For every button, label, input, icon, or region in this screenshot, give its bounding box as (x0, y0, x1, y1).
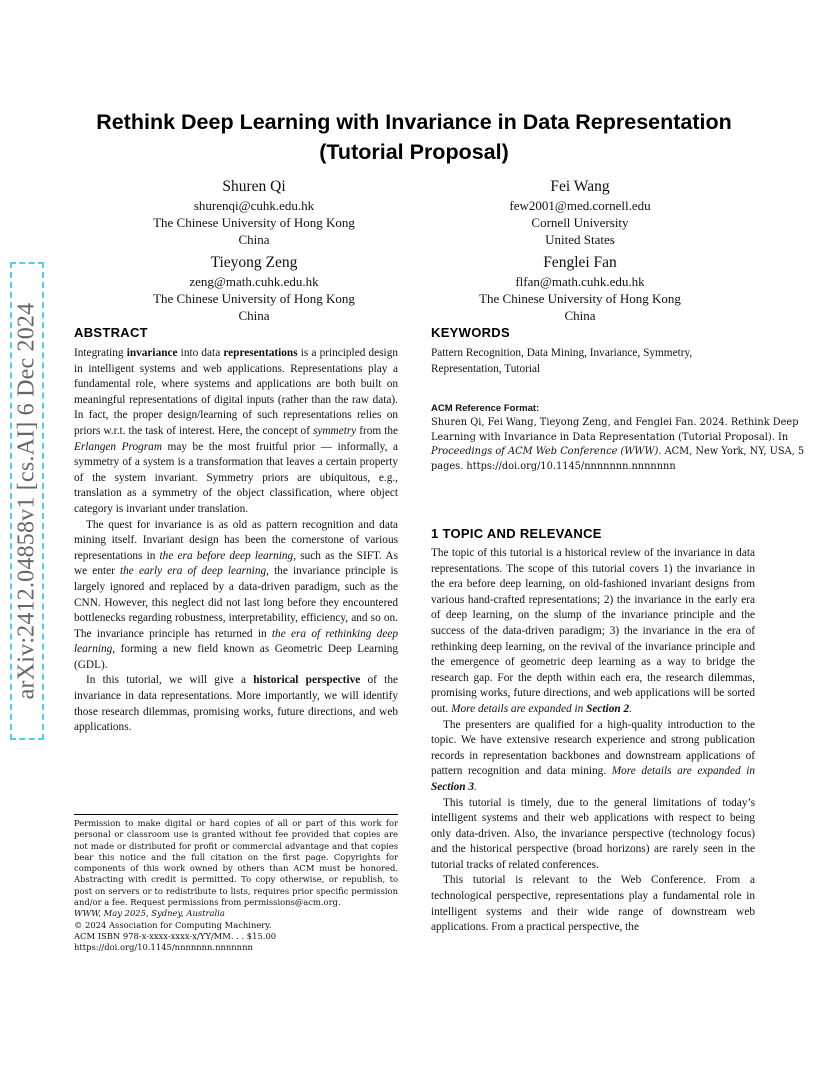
author-name: Fenglei Fan (543, 254, 617, 271)
conference-venue: WWW, May 2025, Sydney, Australia (74, 908, 225, 919)
author-email: zeng@math.cuhk.edu.hk (189, 274, 319, 289)
keywords-text: Pattern Recognition, Data Mining, Invariance, Symmetry, Representation, Tutorial (431, 347, 693, 375)
arxiv-stamp (10, 262, 44, 740)
section-body (431, 546, 755, 936)
author-affiliation: The Chinese University of Hong Kong (479, 291, 681, 306)
paper-title (60, 107, 768, 167)
section-paragraph: This tutorial is relevant to the Web Conference. From a technological perspective, representations play a fundamental role in intelligent systems and their wide range of downstream web applications. From a practical perspective, the (431, 874, 755, 934)
author-email: few2001@med.cornell.edu (509, 198, 651, 213)
keywords-body (431, 346, 761, 377)
paper-title-line1: Rethink Deep Learning with Invariance in Data Representation (96, 110, 732, 134)
section-heading: 1 TOPIC AND RELEVANCE (431, 526, 602, 541)
author-country: China (564, 308, 596, 323)
section-paragraph: The topic of this tutorial is a historical review of the invariance in data representations. The scope of this tutorial covers 1) the invariance in the era before deep learning, on old-fashioned invariant designs from various hand-crafted representations; 2) the invariance in the early era of deep learning, on the slump of the invariance principle and the success of the data-driven paradigm; 3) the invariance in the era of rethinking deep learning, on the revival of the invariance principle and the emergence of geometric deep learning as a way to bridge the research gap. For the depth within each era, the research dilemmas, promising works, future directions, and web applications will be sorted out. More details are expanded in Section 2. (431, 547, 755, 715)
author-block (94, 253, 414, 324)
footnote (74, 818, 398, 954)
section-paragraph: This tutorial is timely, due to the general limitations of today’s intelligent systems and their web applications with respect to being only data-driven. Also, the invariance perspective (technology focus) and the historical perspective (broad horizons) are rarely seen in the tutorial tracks of related conferences. (431, 796, 755, 871)
author-name: Tieyong Zeng (210, 254, 298, 271)
author-country: United States (545, 232, 615, 247)
arxiv-stamp-text: arXiv:2412.04858v1 [cs.AI] 6 Dec 2024 (13, 302, 40, 700)
author-affiliation: Cornell University (531, 215, 629, 230)
copyright-line: © 2024 Association for Computing Machinery. (74, 919, 272, 930)
abstract-paragraph: In this tutorial, we will give a historical perspective of the invariance in data representations. More importantly, we will identify those research dilemmas, promising works, future directions, and web applications. (74, 674, 398, 734)
author-country: China (238, 232, 270, 247)
isbn-line: ACM ISBN 978-x-xxxx-xxxx-x/YY/MM. . . $15.00 (74, 930, 277, 941)
abstract-paragraph: The quest for invariance is as old as pattern recognition and data mining itself. Invariant design has been the cornerstone of various representations in the era before deep learning, such as the SIFT. As we enter the early era of deep learning, the invariance principle is largely ignored and replaced by a data-driven paradigm, such as the CNN. However, this neglect did not last long before they encountered bottlenecks regarding robustness, interpretability, efficiency, and so on. The invariance principle has returned in the era of rethinking deep learning, forming a new field known as Geometric Deep Learning (GDL). (74, 518, 398, 671)
abstract-heading: ABSTRACT (74, 325, 148, 340)
acm-reference-body: Shuren Qi, Fei Wang, Tieyong Zeng, and Fenglei Fan. 2024. Rethink Deep Learning with Invariance in Data Representation (Tutorial Proposal). In Proceedings of ACM Web Conference (WWW). ACM, New York, NY, USA, 5 pages. https://doi.org/10.1145/nnnnnnn.nnnnnnn (431, 417, 805, 472)
author-email: flfan@math.cuhk.edu.hk (515, 274, 645, 289)
author-block (420, 177, 740, 248)
abstract-body (74, 346, 398, 736)
author-name: Fei Wang (550, 178, 610, 195)
author-name: Shuren Qi (222, 178, 286, 195)
acm-reference-heading: ACM Reference Format: (431, 403, 540, 414)
author-email: shurenqi@cuhk.edu.hk (193, 198, 315, 213)
author-block (420, 253, 740, 324)
paper-title-line2: (Tutorial Proposal) (319, 140, 509, 164)
section-paragraph: The presenters are qualified for a high-quality introduction to the topic. We have extensive research experience and strong publication records in representation backbones and downstream applications of pattern recognition and data mining. More details are expanded in Section 3. (431, 718, 755, 793)
permission-notice: Permission to make digital or hard copies of all or part of this work for personal or classroom use is granted without fee provided that copies are not made or distributed for profit or commercial advantage and that copies bear this notice and the full citation on the first page. Copyrights for components of this work owned by others than ACM must be honored. Abstracting with credit is permitted. To copy otherwise, or republish, to post on servers or to redistribute to lists, requires prior specific permission and/or a fee. Request permissions from permissions@acm.org. (74, 818, 398, 908)
abstract-paragraph: Integrating invariance into data representations is a principled design in intelligent systems and web applications. Representations play a fundamental role, where systems and applications are both built on meaningful representations of digital inputs (rather than the raw data). In fact, the proper design/learning of such representations relies on priors w.r.t. the task of interest. Here, the concept of symmetry from the Erlangen Program may be the most fruitful prior — informally, a symmetry of a system is a transformation that leaves a certain property of the system invariant. Symmetry priors are ubiquitous, e.g., translation as a symmetry of the object classification, where object category is invariant under translation. (74, 347, 398, 515)
doi-line: https://doi.org/10.1145/nnnnnnn.nnnnnnn (74, 942, 253, 953)
author-country: China (238, 308, 270, 323)
footnote-rule (74, 814, 398, 815)
author-block (94, 177, 414, 248)
author-affiliation: The Chinese University of Hong Kong (153, 215, 355, 230)
keywords-heading: KEYWORDS (431, 325, 510, 340)
author-affiliation: The Chinese University of Hong Kong (153, 291, 355, 306)
